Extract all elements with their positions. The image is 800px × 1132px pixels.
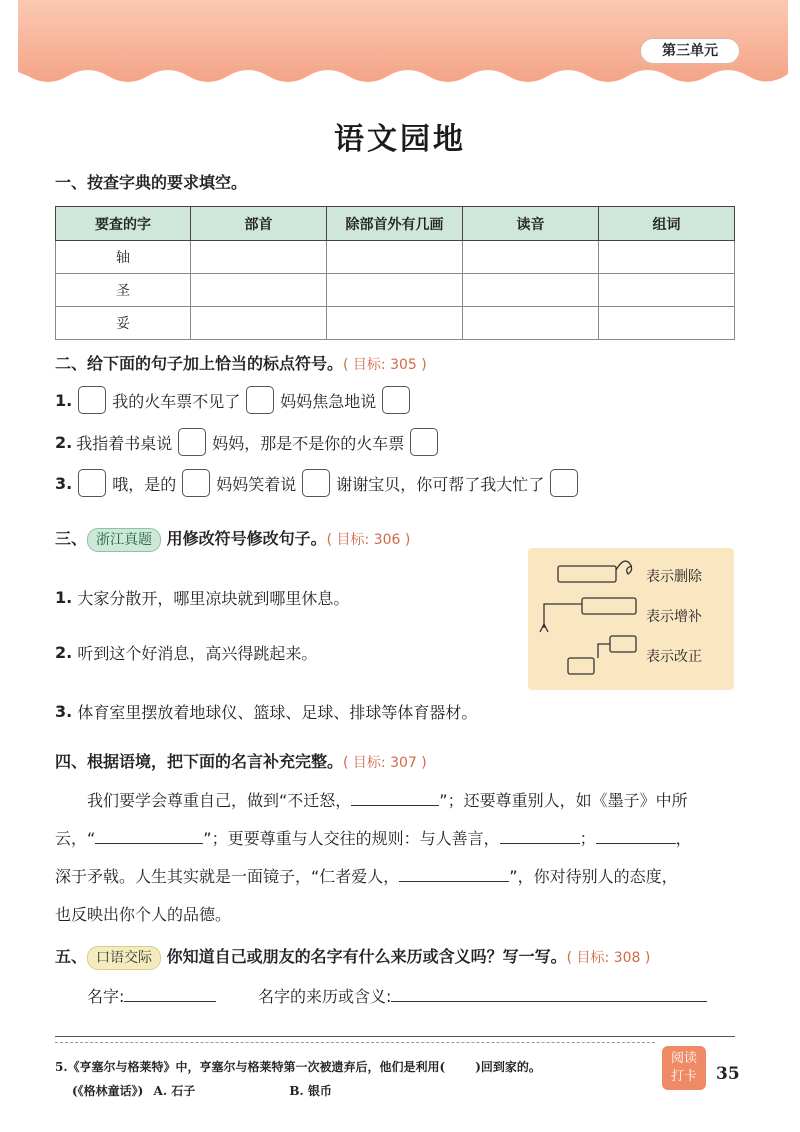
punctuation-box[interactable] bbox=[178, 428, 206, 456]
target-code: ( 目标: 307 ) bbox=[343, 755, 427, 771]
punctuation-box[interactable] bbox=[302, 469, 330, 497]
sentence-text: 体育室里摆放着地球仪、篮球、足球、排球等体育器材。 bbox=[77, 703, 478, 722]
name-blank[interactable] bbox=[124, 983, 216, 1002]
legend-insert: 表示增补 bbox=[646, 609, 702, 625]
punctuation-line-1 bbox=[55, 386, 416, 414]
table-header-row bbox=[56, 207, 735, 241]
target-code: ( 目标: 305 ) bbox=[343, 357, 427, 373]
quote-text: 云，“ bbox=[55, 829, 96, 848]
quote-text: ”；还要尊重别人，如《墨子》中所 bbox=[439, 791, 688, 810]
unit-tag: 第三单元 bbox=[640, 38, 740, 64]
footer-divider bbox=[55, 1042, 655, 1043]
legend-correct: 表示改正 bbox=[646, 649, 702, 665]
sentence-text: 听到这个好消息，高兴得跳起来。 bbox=[77, 644, 318, 663]
name-line bbox=[87, 982, 216, 1012]
question-text-end: )回到家的。 bbox=[475, 1060, 541, 1074]
punctuation-box[interactable] bbox=[78, 469, 106, 497]
answer-cell[interactable] bbox=[462, 241, 598, 274]
source-book: (《格林童话》) bbox=[72, 1084, 144, 1098]
table-row bbox=[56, 274, 735, 307]
section5-heading bbox=[55, 944, 650, 970]
section2-heading bbox=[55, 351, 427, 374]
punctuation-box[interactable] bbox=[382, 386, 410, 414]
sentence-part: 我指着书桌说 bbox=[76, 433, 173, 453]
answer-cell[interactable] bbox=[191, 307, 327, 340]
sentence-part: 妈妈笑着说 bbox=[216, 474, 297, 494]
answer-cell[interactable] bbox=[462, 274, 598, 307]
section3-title: 用修改符号修改句子。 bbox=[166, 529, 327, 548]
section3-heading bbox=[55, 526, 410, 552]
badge-line: 阅读 bbox=[670, 1051, 697, 1066]
quote-text: 也反映出你个人的品德。 bbox=[55, 905, 232, 924]
table-header: 除部首外有几画 bbox=[327, 207, 463, 241]
sentence-part: 妈妈焦急地说 bbox=[280, 391, 377, 411]
item-number: 3. bbox=[55, 473, 73, 493]
legend-delete: 表示删除 bbox=[646, 569, 702, 585]
badge-line: 打卡 bbox=[670, 1069, 697, 1084]
answer-cell[interactable] bbox=[327, 241, 463, 274]
oral-communication-tag: 口语交际 bbox=[87, 946, 161, 970]
section3-prefix: 三、 bbox=[55, 529, 88, 548]
question-text: 《亨塞尔与格莱特》中，亨塞尔与格莱特第一次被遗弃后，他们是利用( bbox=[67, 1060, 446, 1074]
option-a[interactable]: A. 石子 bbox=[153, 1084, 196, 1098]
quote-line-1 bbox=[87, 786, 688, 816]
sentence-part: 谢谢宝贝，你可帮了我大忙了 bbox=[336, 474, 545, 494]
quote-blank[interactable] bbox=[351, 787, 439, 806]
section1-heading: 一、按查字典的要求填空。 bbox=[55, 173, 248, 192]
section5-prefix: 五、 bbox=[55, 947, 88, 966]
item-number: 3. bbox=[55, 702, 73, 721]
item-number: 1. bbox=[55, 390, 73, 410]
quote-text: 我们要学会尊重自己，做到“不迁怒， bbox=[87, 791, 352, 810]
sentence-text: 大家分散开，哪里凉块就到哪里休息。 bbox=[77, 589, 350, 608]
sentence-part: 妈妈，那是不是你的火车票 bbox=[212, 433, 405, 453]
quote-blank[interactable] bbox=[399, 863, 509, 882]
question-options bbox=[72, 1082, 332, 1099]
writing-line[interactable] bbox=[55, 1036, 735, 1037]
punctuation-line-3 bbox=[55, 469, 584, 497]
table-header: 组词 bbox=[598, 207, 734, 241]
reading-checkin-badge[interactable] bbox=[662, 1046, 706, 1090]
quote-text: ”，你对待别人的态度， bbox=[509, 867, 678, 886]
revise-sentence-3 bbox=[55, 700, 477, 723]
answer-cell[interactable] bbox=[598, 274, 734, 307]
target-code: ( 目标: 306 ) bbox=[326, 532, 411, 548]
option-b[interactable]: B. 银币 bbox=[289, 1084, 332, 1098]
revision-mark-legend bbox=[528, 548, 734, 690]
answer-cell[interactable] bbox=[462, 307, 598, 340]
quote-blank[interactable] bbox=[500, 825, 580, 844]
punctuation-box[interactable] bbox=[78, 386, 106, 414]
table-cell: 轴 bbox=[56, 241, 191, 274]
table-header: 要查的字 bbox=[56, 207, 191, 241]
table-row bbox=[56, 241, 735, 274]
punctuation-line-2 bbox=[55, 428, 444, 456]
name-label: 名字: bbox=[87, 987, 125, 1006]
quote-text: ， bbox=[675, 829, 692, 848]
quote-text: ； bbox=[579, 829, 596, 848]
revise-sentence-2 bbox=[55, 641, 317, 664]
origin-label: 名字的来历或含义: bbox=[258, 987, 392, 1006]
target-code: ( 目标: 308 ) bbox=[566, 950, 651, 966]
reading-question bbox=[55, 1058, 541, 1075]
punctuation-box[interactable] bbox=[246, 386, 274, 414]
quote-blank[interactable] bbox=[95, 825, 203, 844]
answer-cell[interactable] bbox=[327, 307, 463, 340]
punctuation-box[interactable] bbox=[182, 469, 210, 497]
section4-heading bbox=[55, 749, 427, 772]
quote-text: ”；更要尊重与人交往的规则：与人善言， bbox=[203, 829, 500, 848]
item-number: 1. bbox=[55, 588, 73, 607]
answer-cell[interactable] bbox=[598, 241, 734, 274]
item-number: 2. bbox=[55, 643, 73, 662]
answer-cell[interactable] bbox=[598, 307, 734, 340]
table-cell: 妥 bbox=[56, 307, 191, 340]
page-number: 35 bbox=[716, 1064, 740, 1084]
quote-line-4 bbox=[55, 900, 231, 930]
answer-cell[interactable] bbox=[191, 274, 327, 307]
table-cell: 圣 bbox=[56, 274, 191, 307]
table-header: 读音 bbox=[462, 207, 598, 241]
zhejiang-exam-tag: 浙江真题 bbox=[87, 528, 161, 552]
table-row bbox=[56, 307, 735, 340]
question-number: 5. bbox=[55, 1060, 68, 1074]
section2-title: 二、给下面的句子加上恰当的标点符号。 bbox=[55, 354, 344, 373]
revision-marks-icon bbox=[528, 548, 734, 690]
punctuation-box[interactable] bbox=[410, 428, 438, 456]
page-title: 语文园地 bbox=[334, 122, 466, 157]
quote-line-2 bbox=[55, 824, 692, 854]
origin-blank[interactable] bbox=[391, 983, 707, 1002]
sentence-part: 我的火车票不见了 bbox=[112, 391, 241, 411]
section5-title: 你知道自己或朋友的名字有什么来历或含义吗？写一写。 bbox=[166, 947, 567, 966]
item-number: 2. bbox=[55, 432, 73, 452]
answer-cell[interactable] bbox=[327, 274, 463, 307]
sentence-part: 哦，是的 bbox=[112, 474, 177, 494]
answer-cell[interactable] bbox=[191, 241, 327, 274]
section4-title: 四、根据语境，把下面的名言补充完整。 bbox=[55, 752, 344, 771]
revise-sentence-1 bbox=[55, 586, 349, 609]
origin-line bbox=[258, 982, 707, 1012]
quote-blank[interactable] bbox=[596, 825, 676, 844]
punctuation-box[interactable] bbox=[550, 469, 578, 497]
table-header: 部首 bbox=[191, 207, 327, 241]
dictionary-table bbox=[55, 206, 735, 340]
quote-line-3 bbox=[55, 862, 678, 892]
quote-text: 深于矛戟。人生其实就是一面镜子，“仁者爱人， bbox=[55, 867, 400, 886]
